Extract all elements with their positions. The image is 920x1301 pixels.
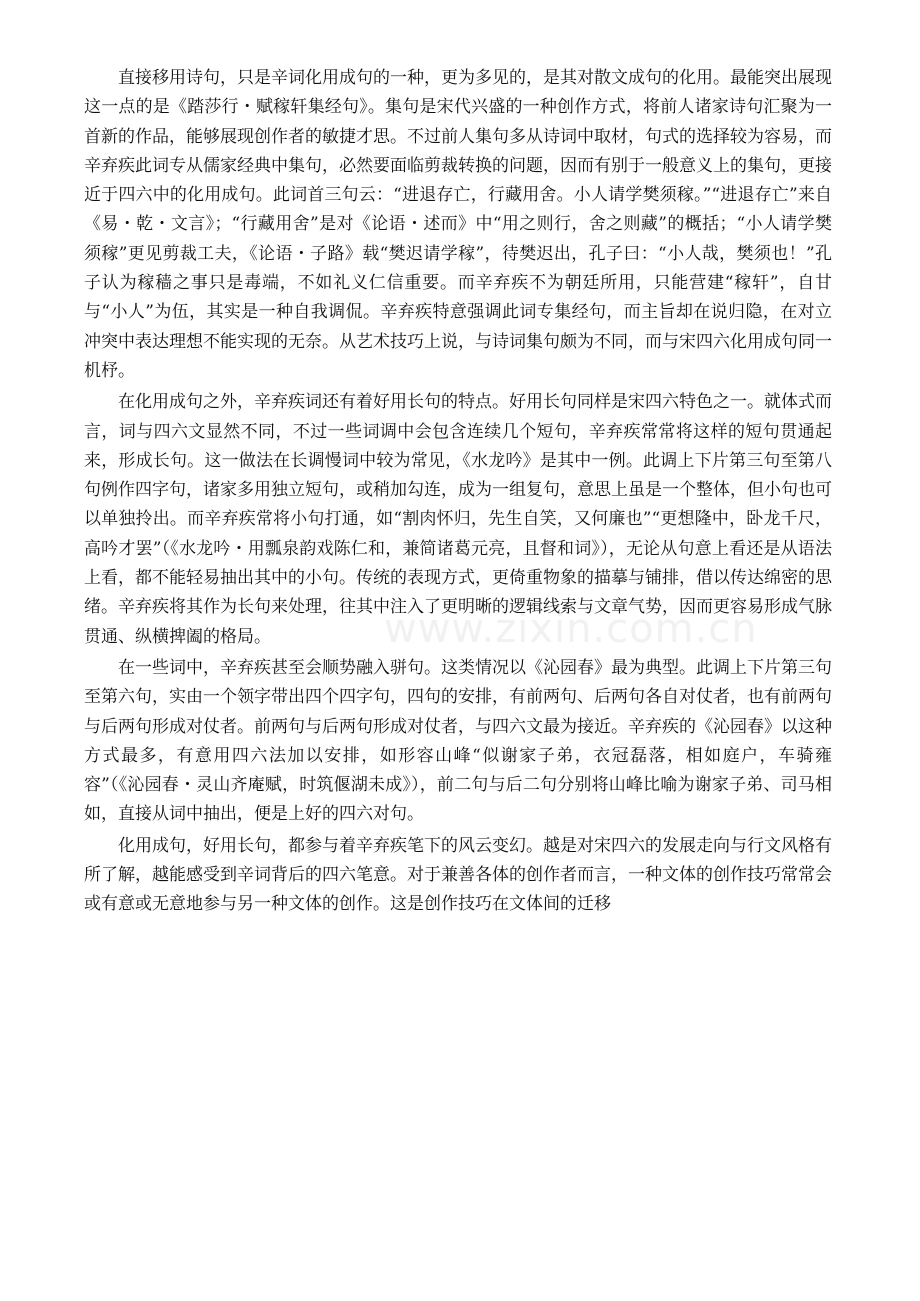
paragraph-4: 化用成句，好用长句，都参与着辛弃疾笔下的风云变幻。越是对宋四六的发展走向与行文风格有所了解，越能感受到辛词背后的四六笔意。对于兼善各体的创作者而言，一种文体的创作技巧常常会或有意或无意地参与另一种文体的创作。这是创作技巧在文体间的迁移 [84, 835, 832, 915]
article-body [84, 64, 832, 920]
watermark: www.zixin.com.cn [384, 606, 758, 652]
paragraph-2: 在化用成句之外，辛弃疾词还有着好用长句的特点。好用长句同样是宋四六特色之一。就体式而言，词与四六文显然不同，不过一些词调中会包含连续几个短句，辛弃疾常常将这样的短句贯通起来，形成长句。这一做法在长调慢词中较为常见，《水龙吟》是其中一例。此调上下片第三句至第八句例作四字句，诸家多用独立短句，或稍加勾连，成为一组复句，意思上虽是一个整体，但小句也可以单独拎出。而辛弃疾常将小句打通，如“割肉怀归，先生自笑，又何廉也”“更想隆中，卧龙千尺，高吟才罢”（《水龙吟・用瓢泉韵戏陈仁和，兼简诸葛元亮，且督和词》），无论从句意上看还是从语法上看，都不能轻易抽出其中的小句。传统的表现方式，更倚重物象的描摹与铺排，借以传达绵密的思绪。辛弃疾将其作为长句来处理，往其中注入了更明晰的逻辑线索与文章气势，因而更容易形成气脉贯通、纵横捭阖的格局。 [84, 392, 832, 647]
paragraph-3: 在一些词中，辛弃疾甚至会顺势融入骈句。这类情况以《沁园春》最为典型。此调上下片第三句至第六句，实由一个领字带出四个四字句，四句的安排，有前两句、后两句各自对仗者，也有前两句与后两句形成对仗者。前两句与后两句形成对仗者，与四六文最为接近。辛弃疾的《沁园春》以这种方式最多，有意用四六法加以安排，如形容山峰“似谢家子弟，衣冠磊落，相如庭户，车骑雍容”（《沁园春・灵山齐庵赋，时筑偃湖未成》），前二句与后二句分别将山峰比喻为谢家子弟、司马相如，直接从词中抽出，便是上好的四六对句。 [84, 657, 832, 825]
paragraph-1: 直接移用诗句，只是辛词化用成句的一种，更为多见的，是其对散文成句的化用。最能突出展现这一点的是《踏莎行・赋稼轩集经句》。集句是宋代兴盛的一种创作方式，将前人诸家诗句汇聚为一首新的作品，能够展现创作者的敏捷才思。不过前人集句多从诗词中取材，句式的选择较为容易，而辛弃疾此词专从儒家经典中集句，必然要面临剪裁转换的问题，因而有别于一般意义上的集句，更接近于四六中的化用成句。此词首三句云：“进退存亡，行藏用舍。小人请学樊须稼。”“进退存亡”来自《易・乾・文言》；“行藏用舍”是对《论语・述而》中“用之则行，舍之则藏”的概括；“小人请学樊须稼”更见剪裁工夫，《论语・子路》载“樊迟请学稼”，待樊迟出，孔子曰：“小人哉，樊须也！”孔子认为稼穑之事只是毒端，不如礼义仁信重要。而辛弃疾不为朝廷所用，只能营建“稼轩”，自甘与“小人”为伍，其实是一种自我调侃。辛弃疾特意强调此词专集经句，而主旨却在说归隐，在对立冲突中表达理想不能实现的无奈。从艺术技巧上说，与诗词集句颇为不同，而与宋四六化用成句同一机杼。 [84, 68, 832, 381]
